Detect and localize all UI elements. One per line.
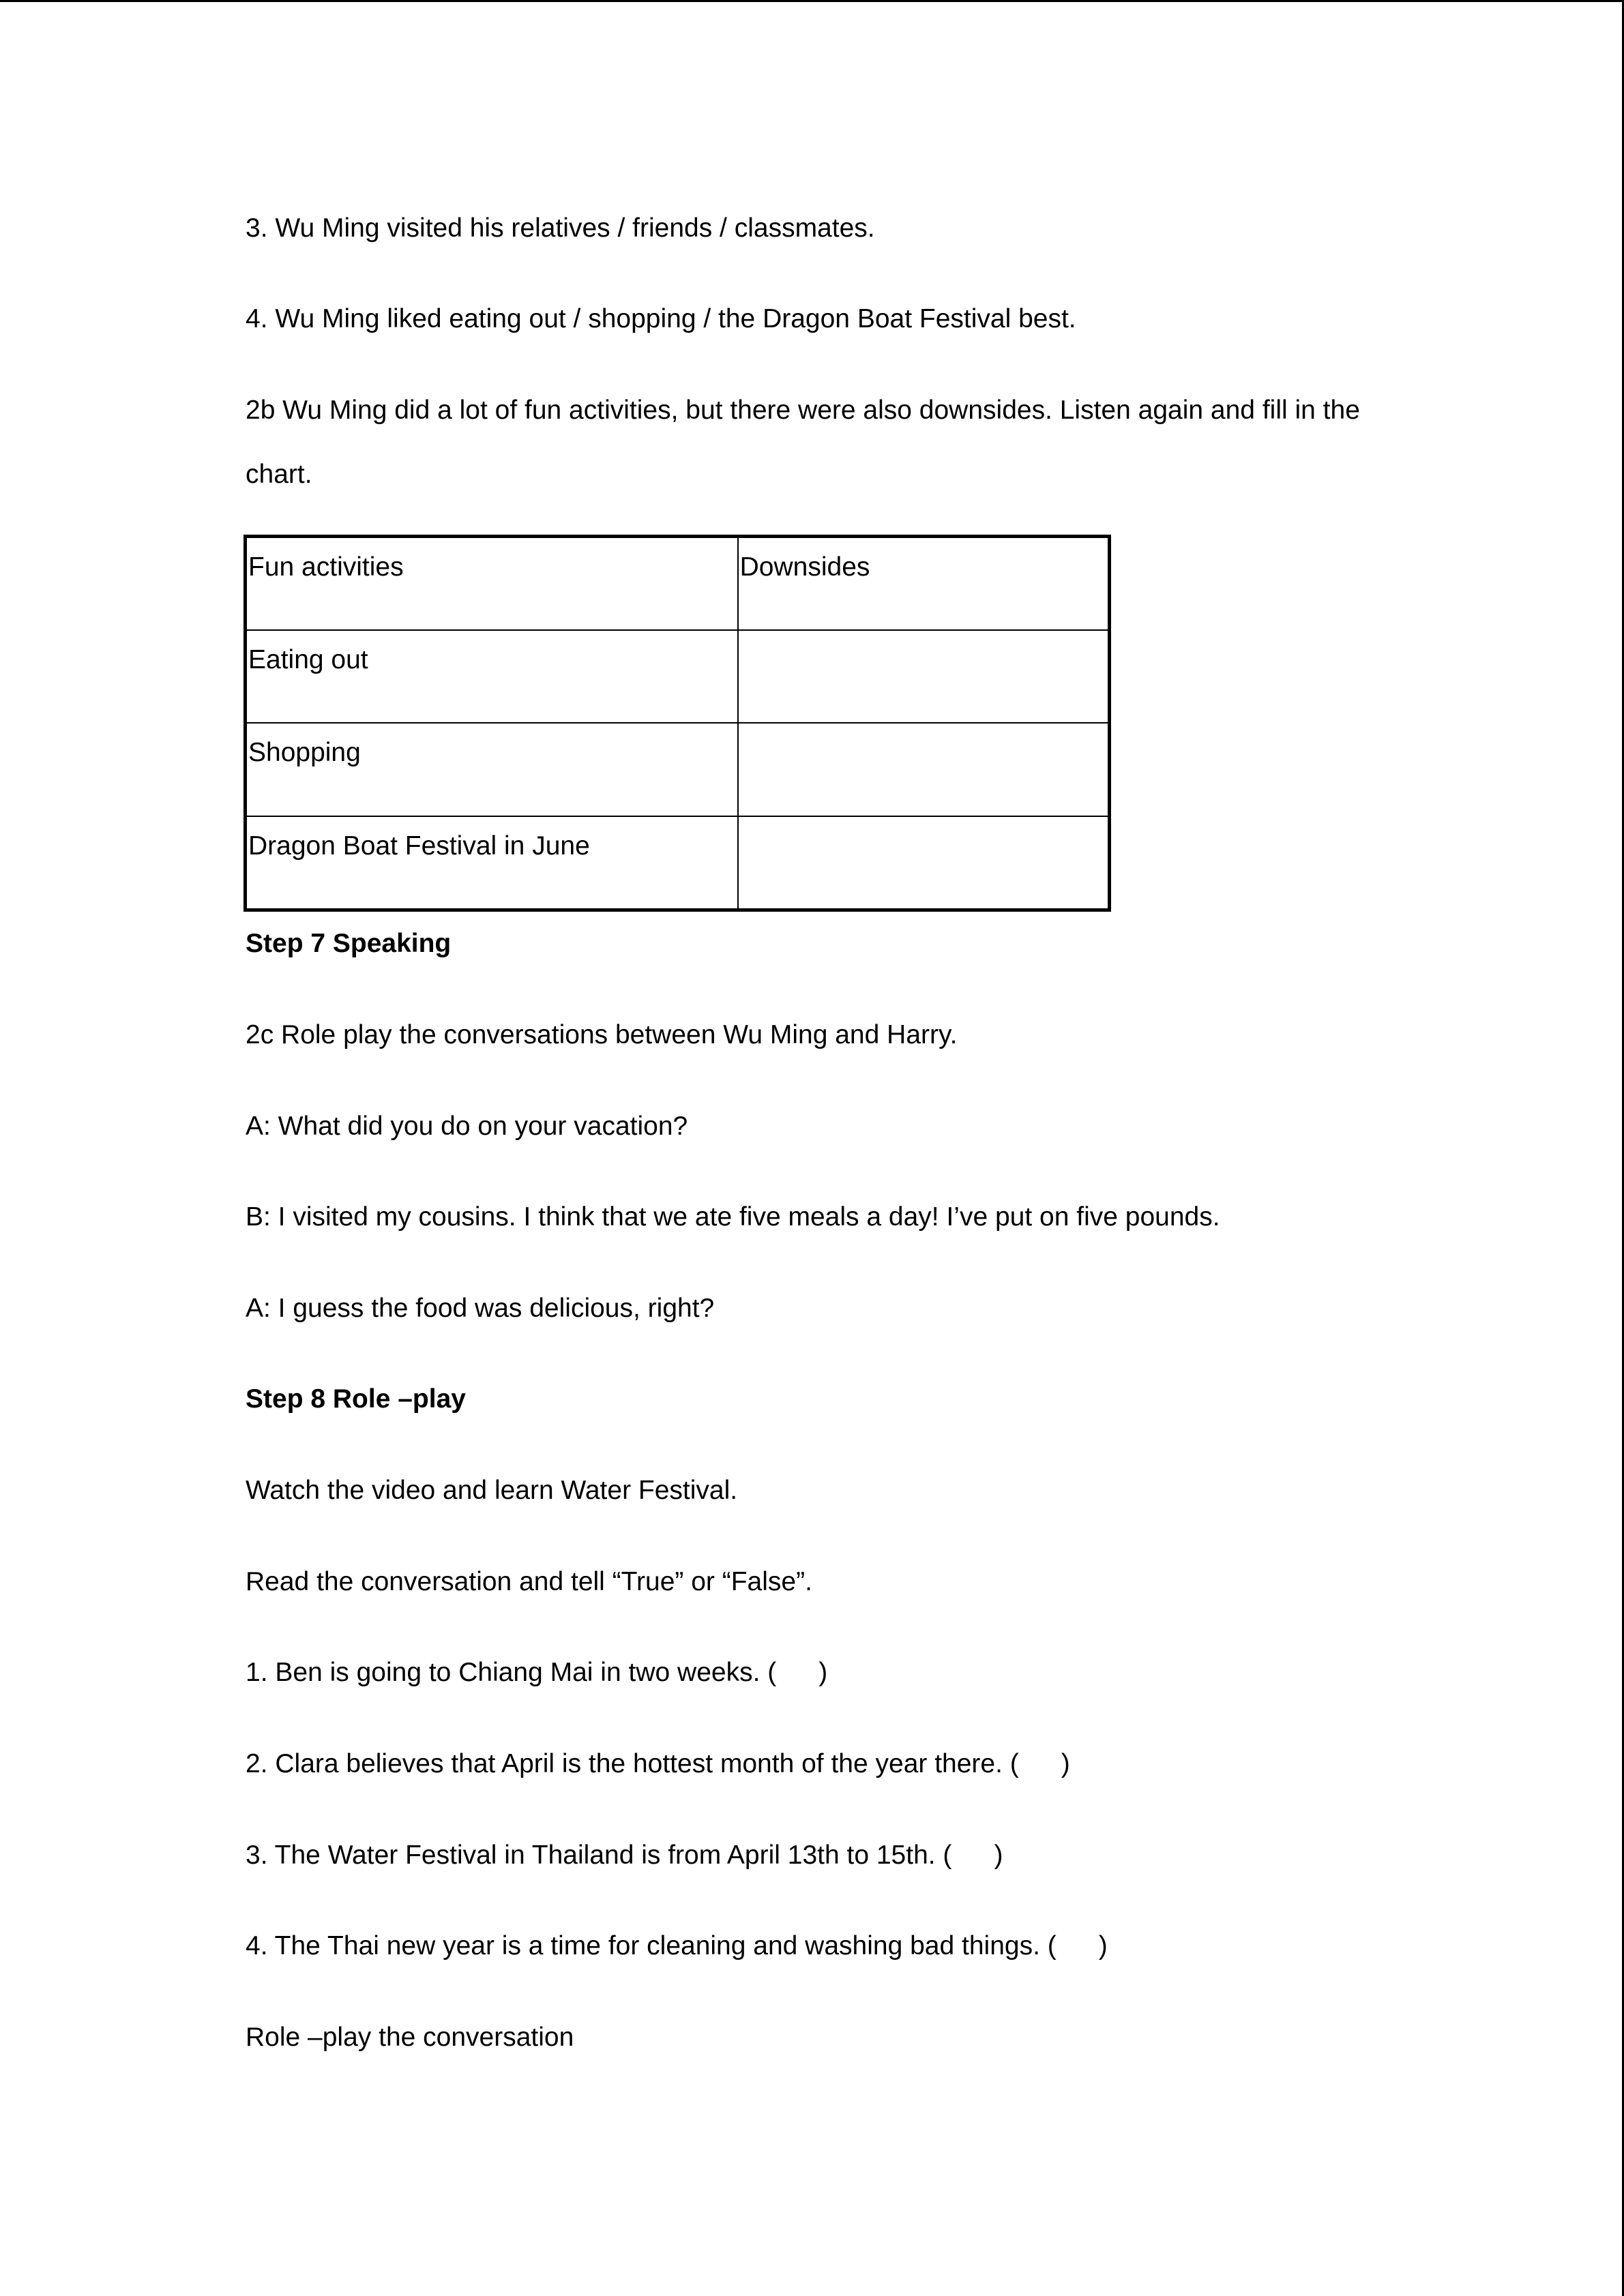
dialogue-line-b1: B: I visited my cousins. I think that we ate five meals a day! I’ve put on five pounds. (246, 1202, 1220, 1232)
close-paren: ) (1098, 1931, 1108, 1960)
table-row (246, 630, 1110, 723)
question-3: 3. Wu Ming visited his relatives / friends / classmates. (246, 213, 875, 243)
fun-activities-chart (243, 535, 1111, 912)
true-false-item-4 (246, 1929, 1108, 1963)
item-text: 3. The Water Festival in Thailand is from April 13th to 15th. ( (246, 1840, 952, 1870)
item-text: 4. The Thai new year is a time for cleaning and washing bad things. ( (246, 1931, 1057, 1960)
table-header: Fun activities (246, 537, 738, 631)
true-false-item-1 (246, 1656, 827, 1690)
table-row (246, 537, 1110, 631)
instruction-2b-continued: chart. (246, 460, 312, 489)
true-false-item-2 (246, 1747, 1070, 1781)
step-8-heading: Step 8 Role –play (246, 1384, 466, 1414)
instruction-2c: 2c Role play the conversations between Wu Ming and Harry. (246, 1020, 958, 1049)
table-cell (738, 630, 1110, 723)
item-text: 2. Clara believes that April is the hottest month of the year there. ( (246, 1749, 1019, 1778)
step-7-heading: Step 7 Speaking (246, 929, 452, 958)
true-false-item-3 (246, 1838, 1003, 1873)
close-paren: ) (994, 1840, 1003, 1870)
table-row (246, 816, 1110, 910)
table-cell: Shopping (246, 723, 738, 816)
dialogue-line-a1: A: What did you do on your vacation? (246, 1112, 688, 1141)
dialogue-line-a2: A: I guess the food was delicious, right? (246, 1294, 715, 1323)
table-cell (738, 816, 1110, 910)
close-paren: ) (818, 1658, 828, 1687)
table-cell: Eating out (246, 630, 738, 723)
instruction-true-false: Read the conversation and tell “True” or “False”. (246, 1567, 812, 1596)
instruction-2b: 2b Wu Ming did a lot of fun activities, but there were also downsides. Listen again and fill in the (246, 396, 1360, 425)
table-header: Downsides (738, 537, 1110, 631)
close-paren: ) (1061, 1749, 1070, 1778)
table-row (246, 723, 1110, 816)
top-border (0, 0, 1624, 2)
item-text: 1. Ben is going to Chiang Mai in two weeks. ( (246, 1658, 777, 1687)
table-cell (738, 723, 1110, 816)
table-cell: Dragon Boat Festival in June (246, 816, 738, 910)
role-play-instruction: Role –play the conversation (246, 2023, 574, 2052)
question-4: 4. Wu Ming liked eating out / shopping / the Dragon Boat Festival best. (246, 304, 1076, 333)
instruction-video: Watch the video and learn Water Festival. (246, 1476, 738, 1505)
